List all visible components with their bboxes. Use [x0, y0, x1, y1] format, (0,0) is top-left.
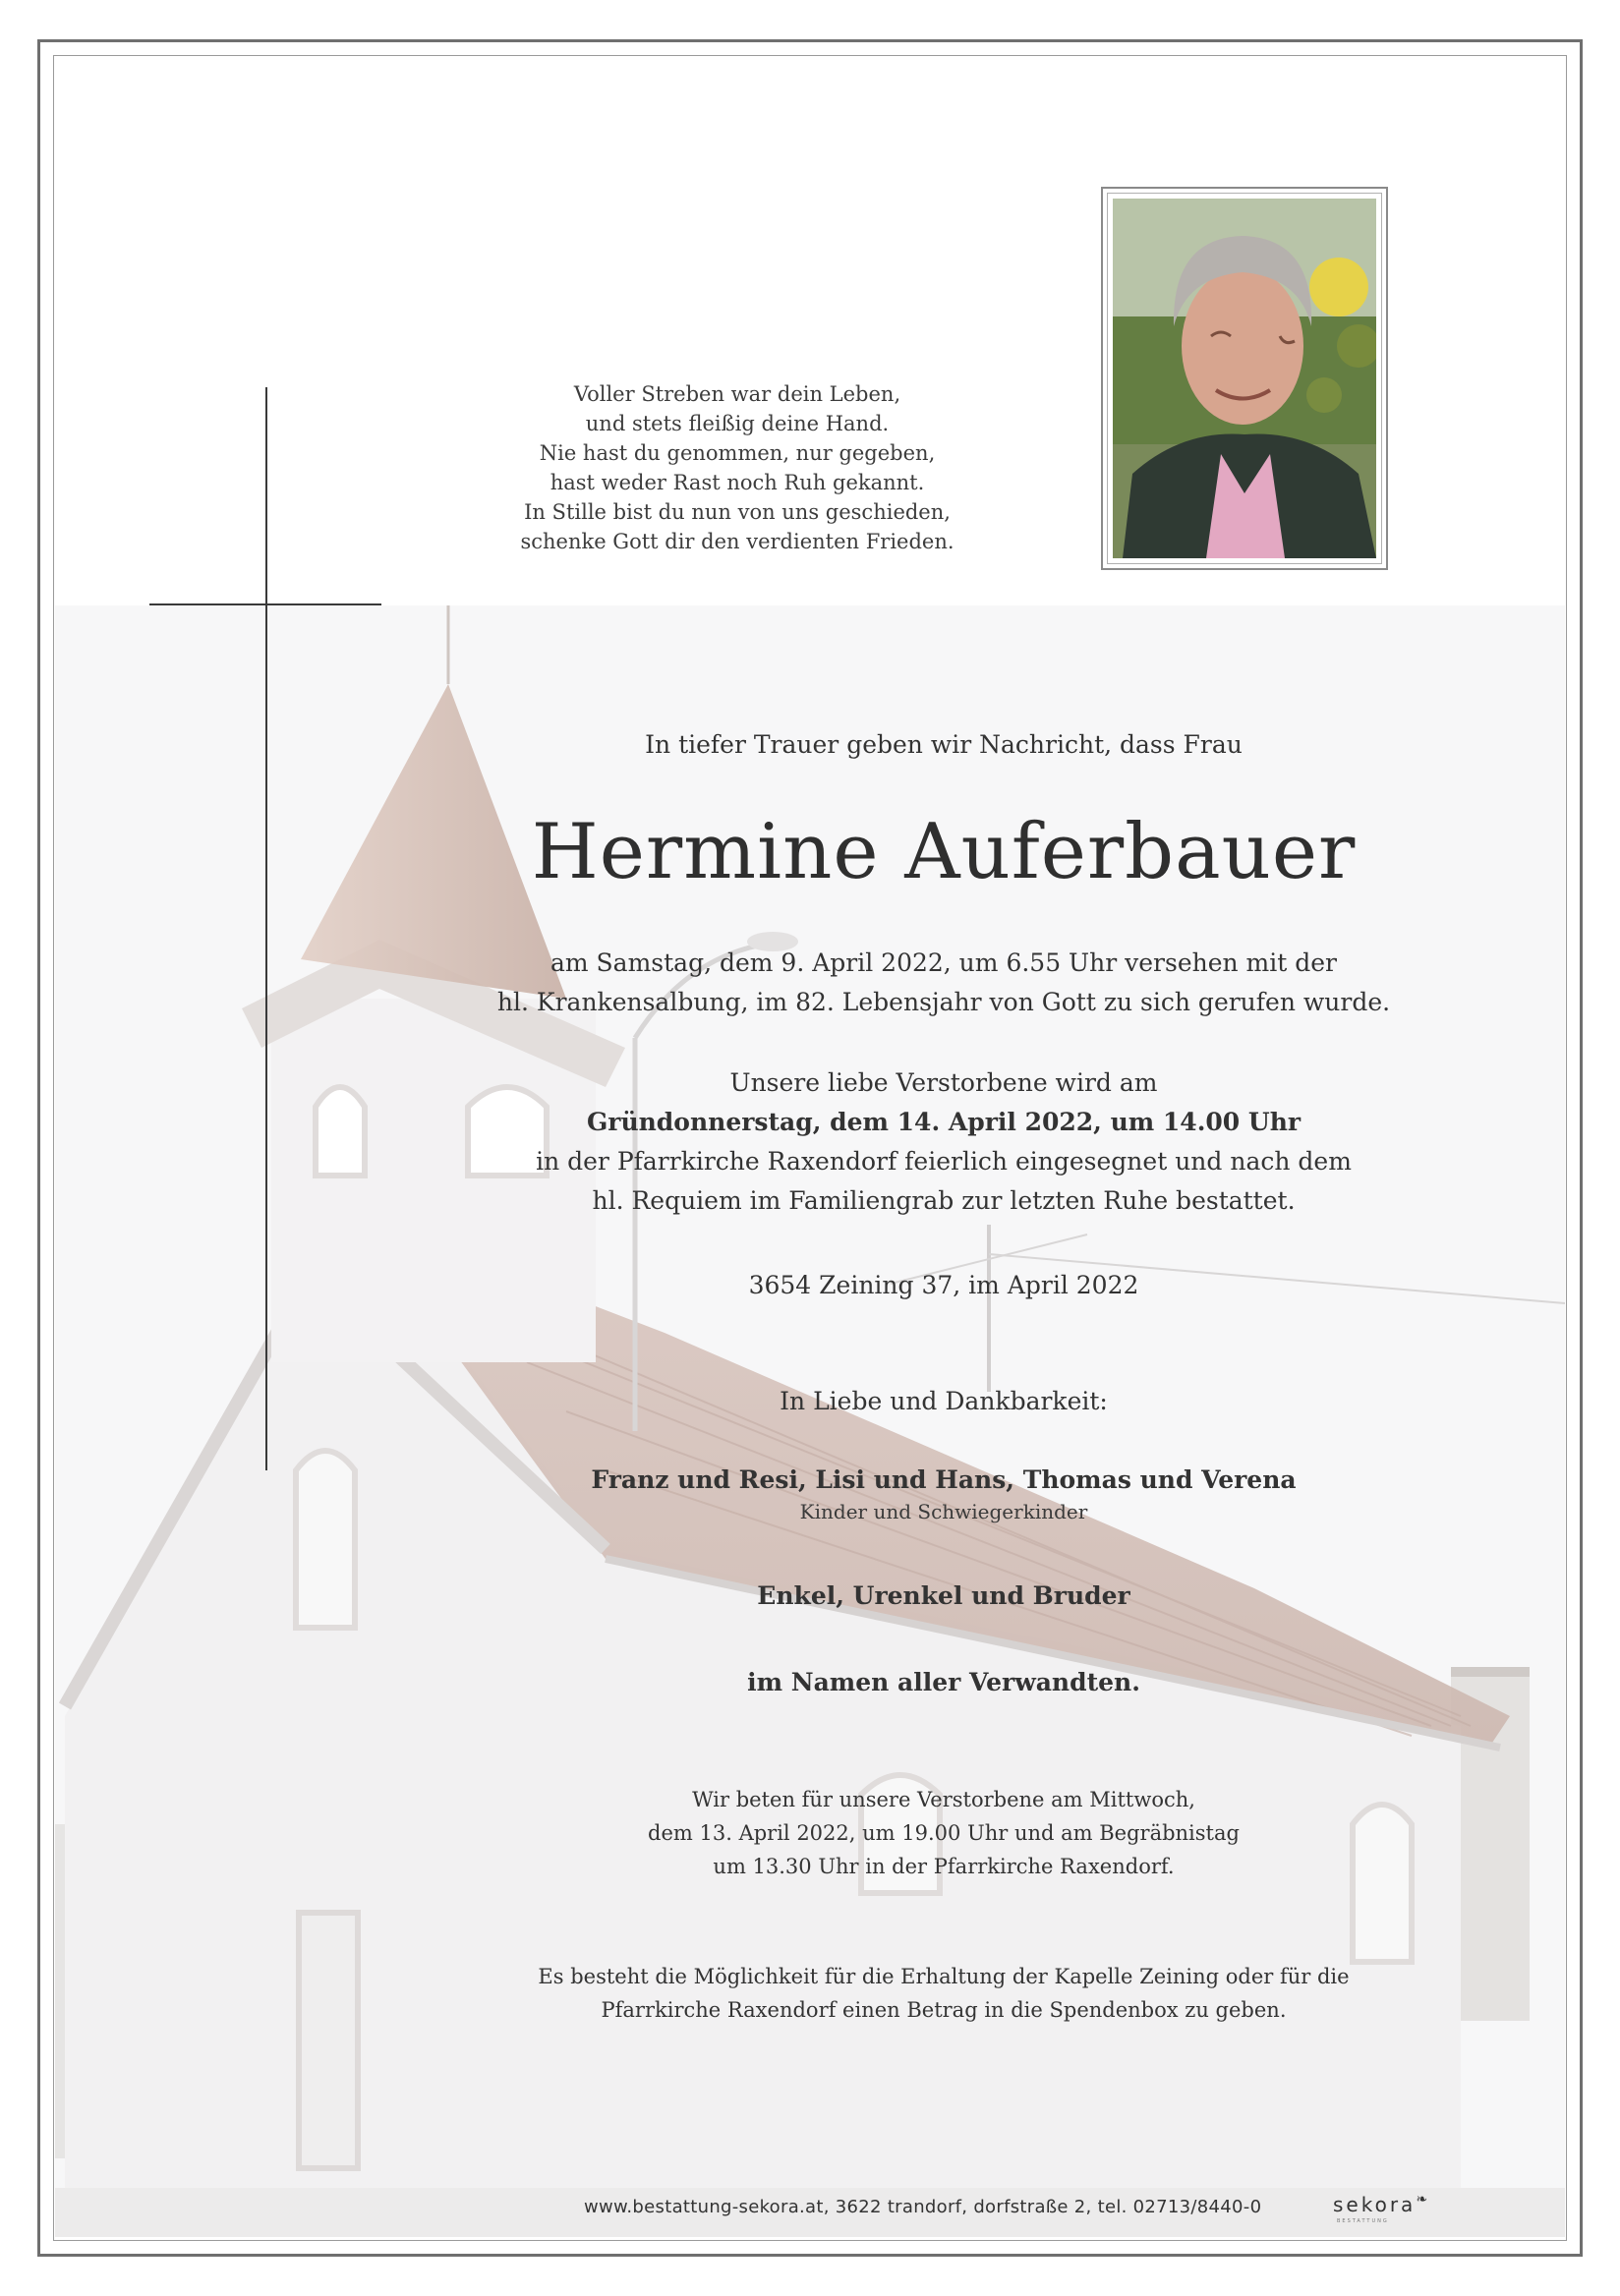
footer	[0, 2192, 1620, 2236]
relatives-text: im Namen aller Verwandten.	[747, 1668, 1140, 1696]
prayer-line: um 13.30 Uhr in der Pfarrkirche Raxendorf.	[713, 1855, 1175, 1878]
poem-line: Voller Streben war dein Leben,	[573, 382, 901, 406]
children-relation: Kinder und Schwiegerkinder	[799, 1500, 1088, 1523]
logo-subtitle: BESTATTUNG	[1337, 2218, 1389, 2224]
donation-notice	[256, 1960, 1620, 2027]
intro-block	[256, 725, 1620, 765]
mourners-heading: In Liebe und Dankbarkeit:	[780, 1387, 1108, 1415]
portrait-photo-frame	[1101, 187, 1388, 570]
cross-vertical-bar	[265, 387, 267, 1470]
prayer-line: Wir beten für unsere Verstorbene am Mittwoch,	[692, 1788, 1195, 1811]
intro-text: In tiefer Trauer geben wir Nachricht, dass Frau	[645, 730, 1243, 759]
poem-line: und stets fleißig deine Hand.	[585, 412, 890, 435]
prayer-notice	[256, 1783, 1620, 1883]
funeral-date: Gründonnerstag, dem 14. April 2022, um 14.00 Uhr	[586, 1108, 1302, 1136]
grandchildren-block	[256, 1577, 1620, 1616]
logo-text: sekora	[1333, 2193, 1417, 2216]
memorial-poem	[492, 379, 983, 556]
death-line: hl. Krankensalbung, im 82. Lebensjahr von Gott zu sich gerufen wurde.	[496, 988, 1391, 1016]
poem-line: schenke Gott dir den verdienten Frieden.	[520, 530, 955, 553]
children-names: Franz und Resi, Lisi und Hans, Thomas und Verena	[591, 1465, 1297, 1494]
death-notice	[256, 944, 1620, 1022]
sekora-logo	[1333, 2193, 1427, 2216]
funeral-notice	[256, 1063, 1620, 1221]
deceased-name: Hermine Auferbauer	[531, 808, 1357, 896]
place-date: 3654 Zeining 37, im April 2022	[748, 1271, 1139, 1299]
poem-line: In Stille bist du nun von uns geschieden,	[524, 500, 951, 524]
place-date-block	[256, 1266, 1620, 1305]
poem-line: hast weder Rast noch Ruh gekannt.	[550, 471, 925, 494]
name-block	[256, 808, 1620, 896]
funeral-line-4: hl. Requiem im Familiengrab zur letzten Ruhe bestattet.	[592, 1186, 1296, 1215]
children-block	[256, 1461, 1620, 1523]
grandchildren-text: Enkel, Urenkel und Bruder	[757, 1581, 1130, 1610]
death-line: am Samstag, dem 9. April 2022, um 6.55 Uhr versehen mit der	[550, 948, 1337, 977]
funeral-line-3: in der Pfarrkirche Raxendorf feierlich eingesegnet und nach dem	[536, 1147, 1352, 1176]
portrait-photo	[1113, 199, 1376, 558]
funeral-home-contact: www.bestattung-sekora.at, 3622 trandorf, dorfstraße 2, tel. 02713/8440-0	[584, 2197, 1262, 2217]
mourners-heading-block	[256, 1382, 1620, 1421]
leaf-icon: ❧	[1416, 2192, 1428, 2208]
poem-line: Nie hast du genommen, nur gegeben,	[539, 441, 936, 465]
donation-line: Es besteht die Möglichkeit für die Erhaltung der Kapelle Zeining oder für die	[538, 1965, 1350, 1988]
funeral-line-1: Unsere liebe Verstorbene wird am	[729, 1068, 1158, 1097]
relatives-block	[256, 1663, 1620, 1702]
donation-line: Pfarrkirche Raxendorf einen Betrag in die Spendenbox zu geben.	[601, 1998, 1287, 2022]
prayer-line: dem 13. April 2022, um 19.00 Uhr und am Begräbnistag	[648, 1821, 1240, 1845]
cross-horizontal-bar	[149, 603, 381, 605]
